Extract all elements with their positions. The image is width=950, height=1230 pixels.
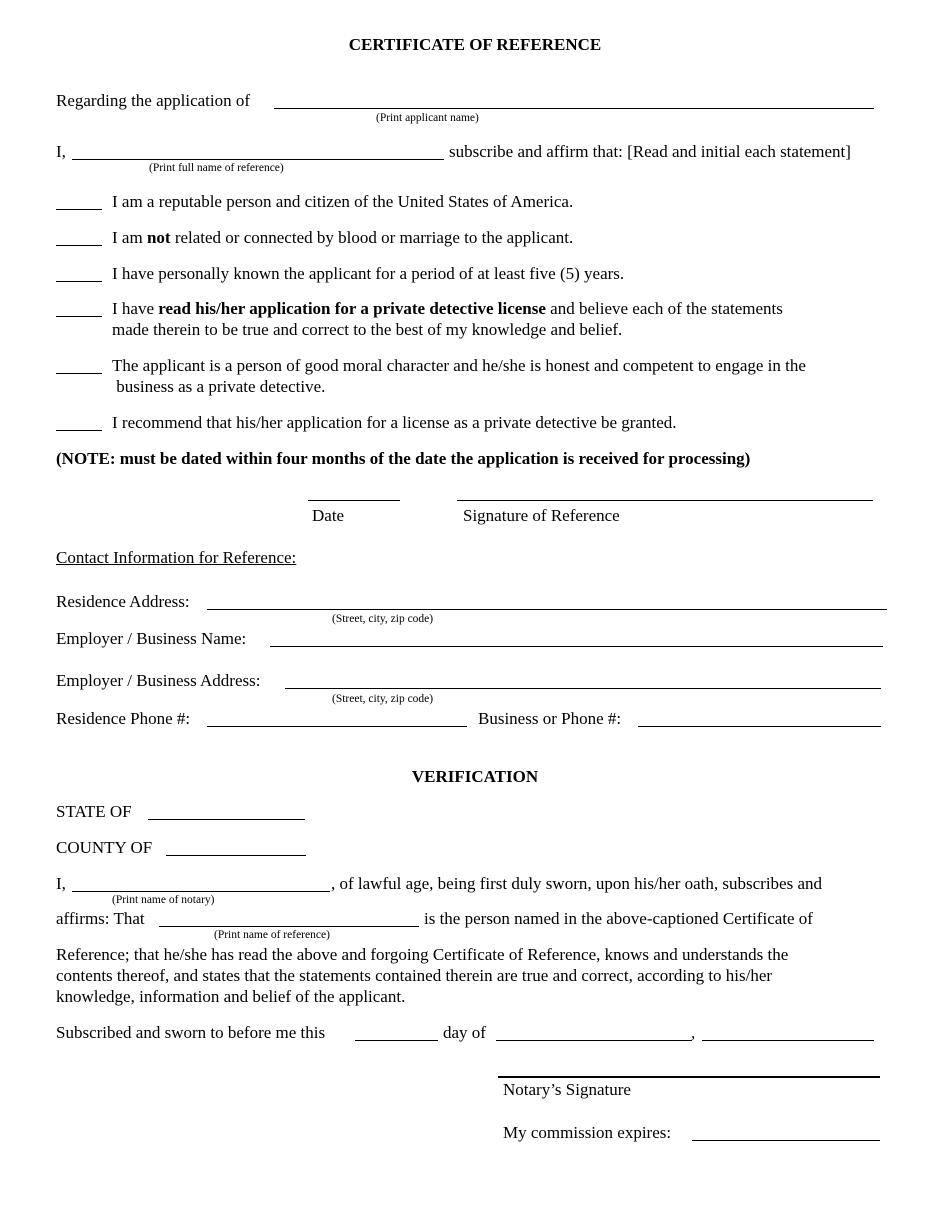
initial-field-6[interactable] <box>56 430 102 431</box>
signature-field[interactable] <box>457 500 873 501</box>
notary-name-field[interactable] <box>72 891 330 892</box>
initial-field-3[interactable] <box>56 281 102 282</box>
residence-phone-label: Residence Phone #: <box>56 709 191 728</box>
sworn-month-field[interactable] <box>496 1040 692 1041</box>
statement-6: I recommend that his/her application for a license as a private detective be granted. <box>112 413 677 432</box>
statement-5-line2: business as a private detective. <box>112 377 326 396</box>
residence-address-label: Residence Address: <box>56 592 190 611</box>
notary-hint: (Print name of notary) <box>112 894 215 906</box>
affirms-prefix: affirms: That <box>56 909 145 928</box>
initial-field-4[interactable] <box>56 316 102 317</box>
applicant-label: Regarding the application of <box>56 91 251 110</box>
county-label: COUNTY OF <box>56 838 153 857</box>
business-phone-label: Business or Phone #: <box>478 709 622 728</box>
notary-signature-label: Notary’s Signature <box>503 1080 631 1099</box>
date-field[interactable] <box>308 500 400 501</box>
sworn-year-field[interactable] <box>702 1040 874 1041</box>
verification-heading: VERIFICATION <box>411 767 539 786</box>
residence-phone-field[interactable] <box>207 726 467 727</box>
date-label: Date <box>312 506 345 525</box>
state-label: STATE OF <box>56 802 132 821</box>
business-phone-field[interactable] <box>638 726 881 727</box>
employer-address-field[interactable] <box>285 688 881 689</box>
notary-signature-field[interactable] <box>498 1076 880 1078</box>
residence-address-hint: (Street, city, zip code) <box>332 613 434 625</box>
statement-3: I have personally known the applicant for a period of at least five (5) years. <box>112 264 625 283</box>
verification-paragraph-1: Reference; that he/she has read the above and forgoing Certificate of Reference, knows and understands the <box>56 945 789 964</box>
affirms-suffix: is the person named in the above-captioned Certificate of <box>424 909 813 928</box>
initial-field-1[interactable] <box>56 209 102 210</box>
statement-1: I am a reputable person and citizen of the United States of America. <box>112 192 574 211</box>
signature-label: Signature of Reference <box>463 506 620 525</box>
contact-heading: Contact Information for Reference: <box>56 548 297 567</box>
page-title: CERTIFICATE OF REFERENCE <box>348 35 602 54</box>
notary-prefix: I, <box>56 874 66 893</box>
statement-4: I have read his/her application for a private detective license and believe each of the statements <box>112 299 783 318</box>
sworn-prefix: Subscribed and sworn to before me this <box>56 1023 326 1042</box>
note: (NOTE: must be dated within four months of the date the application is received for processing) <box>56 449 751 468</box>
statement-4-line2: made therein to be true and correct to the best of my knowledge and belief. <box>112 320 623 339</box>
verification-paragraph-2: contents thereof, and states that the statements contained therein are true and correct, according to his/her <box>56 966 773 985</box>
state-field[interactable] <box>148 819 305 820</box>
reference-name-field-2[interactable] <box>159 926 419 927</box>
residence-address-field[interactable] <box>207 609 887 610</box>
county-field[interactable] <box>166 855 306 856</box>
sworn-day-label: day of <box>443 1023 486 1042</box>
verification-paragraph-3: knowledge, information and belief of the applicant. <box>56 987 406 1006</box>
commission-label: My commission expires: <box>503 1123 672 1142</box>
statement-2: I am not related or connected by blood or marriage to the applicant. <box>112 228 574 247</box>
reference-suffix: subscribe and affirm that: [Read and initial each statement] <box>449 142 851 161</box>
initial-field-2[interactable] <box>56 245 102 246</box>
employer-name-field[interactable] <box>270 646 883 647</box>
reference-hint-2: (Print name of reference) <box>214 929 330 941</box>
employer-address-hint: (Street, city, zip code) <box>332 693 434 705</box>
reference-hint: (Print full name of reference) <box>149 162 284 174</box>
reference-name-field[interactable] <box>72 159 444 160</box>
applicant-hint: (Print applicant name) <box>376 112 479 124</box>
applicant-name-field[interactable] <box>274 108 874 109</box>
reference-prefix: I, <box>56 142 66 161</box>
initial-field-5[interactable] <box>56 373 102 374</box>
sworn-comma: , <box>691 1023 696 1042</box>
employer-address-label: Employer / Business Address: <box>56 671 261 690</box>
sworn-day-field[interactable] <box>355 1040 438 1041</box>
statement-5: The applicant is a person of good moral character and he/she is honest and competent to engage in the <box>112 356 806 375</box>
commission-field[interactable] <box>692 1140 880 1141</box>
employer-name-label: Employer / Business Name: <box>56 629 247 648</box>
notary-suffix: , of lawful age, being first duly sworn, upon his/her oath, subscribes and <box>331 874 823 893</box>
